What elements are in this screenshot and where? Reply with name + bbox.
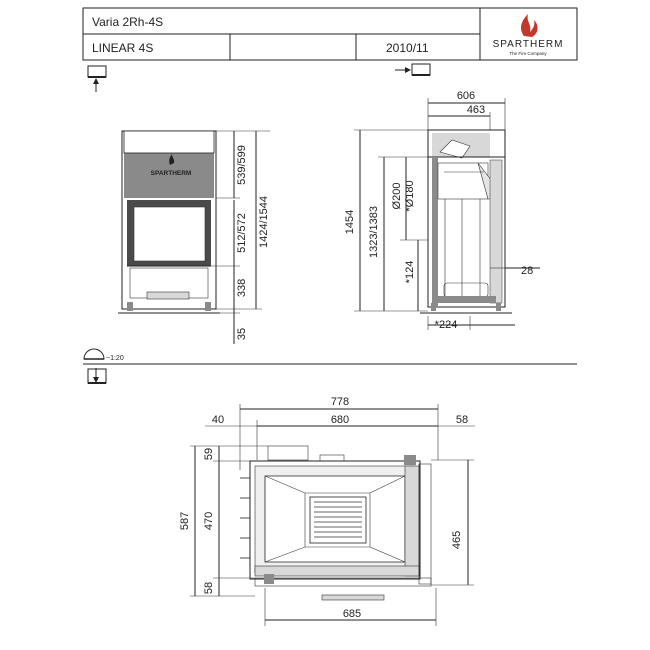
dim-air-depth: *224 xyxy=(434,319,458,331)
side-view-icon xyxy=(395,64,430,75)
dim-height-body: 1323/1383 xyxy=(368,206,380,258)
dim-air-height: *124 xyxy=(404,260,416,284)
variant-name: LINEAR 4S xyxy=(92,41,154,55)
door-logo: SPARTHERM xyxy=(150,170,192,177)
dim-glass: 512/572 xyxy=(236,213,248,253)
dim-height-total: 1454 xyxy=(344,209,356,235)
dim-width-bottom: 685 xyxy=(342,608,362,620)
dim-flue-180: *Ø180 xyxy=(404,180,416,212)
dim-bottom-offset: 58 xyxy=(203,581,215,595)
plan-view-icon xyxy=(88,368,106,383)
dim-depth-total: 587 xyxy=(179,511,191,531)
dim-left-offset: 40 xyxy=(211,414,225,426)
dim-depth-inner: 470 xyxy=(203,511,215,531)
spartherm-logo xyxy=(493,14,564,56)
title-block xyxy=(83,8,577,60)
dim-width-inner: 680 xyxy=(330,414,350,426)
dim-base: 338 xyxy=(236,278,248,298)
front-view xyxy=(118,131,270,344)
scale-label: ~1:20 xyxy=(106,355,124,362)
logo-wordmark: SPARTHERM xyxy=(492,39,564,50)
model-name: Varia 2Rh-4S xyxy=(92,15,164,29)
dim-total-height: 1424/1544 xyxy=(258,196,270,248)
dim-right-offset: 58 xyxy=(455,414,469,426)
plan-view xyxy=(179,396,475,626)
date-label: 2010/11 xyxy=(386,41,429,55)
dim-feet: 35 xyxy=(236,327,248,341)
dim-offset-right: 28 xyxy=(521,265,534,277)
dim-width-total: 778 xyxy=(330,396,350,408)
dim-depth-total: 606 xyxy=(456,90,476,102)
scale-icon xyxy=(84,349,124,362)
logo-tagline: The Fire Company xyxy=(509,51,547,56)
side-view xyxy=(344,90,540,331)
dim-upper: 539/599 xyxy=(236,145,248,185)
dim-top-offset: 59 xyxy=(203,447,215,461)
front-view-icon xyxy=(88,66,106,92)
dim-flue-200: Ø200 xyxy=(391,182,403,210)
dim-depth-body: 463 xyxy=(466,104,486,116)
dim-right-depth: 465 xyxy=(451,530,463,550)
